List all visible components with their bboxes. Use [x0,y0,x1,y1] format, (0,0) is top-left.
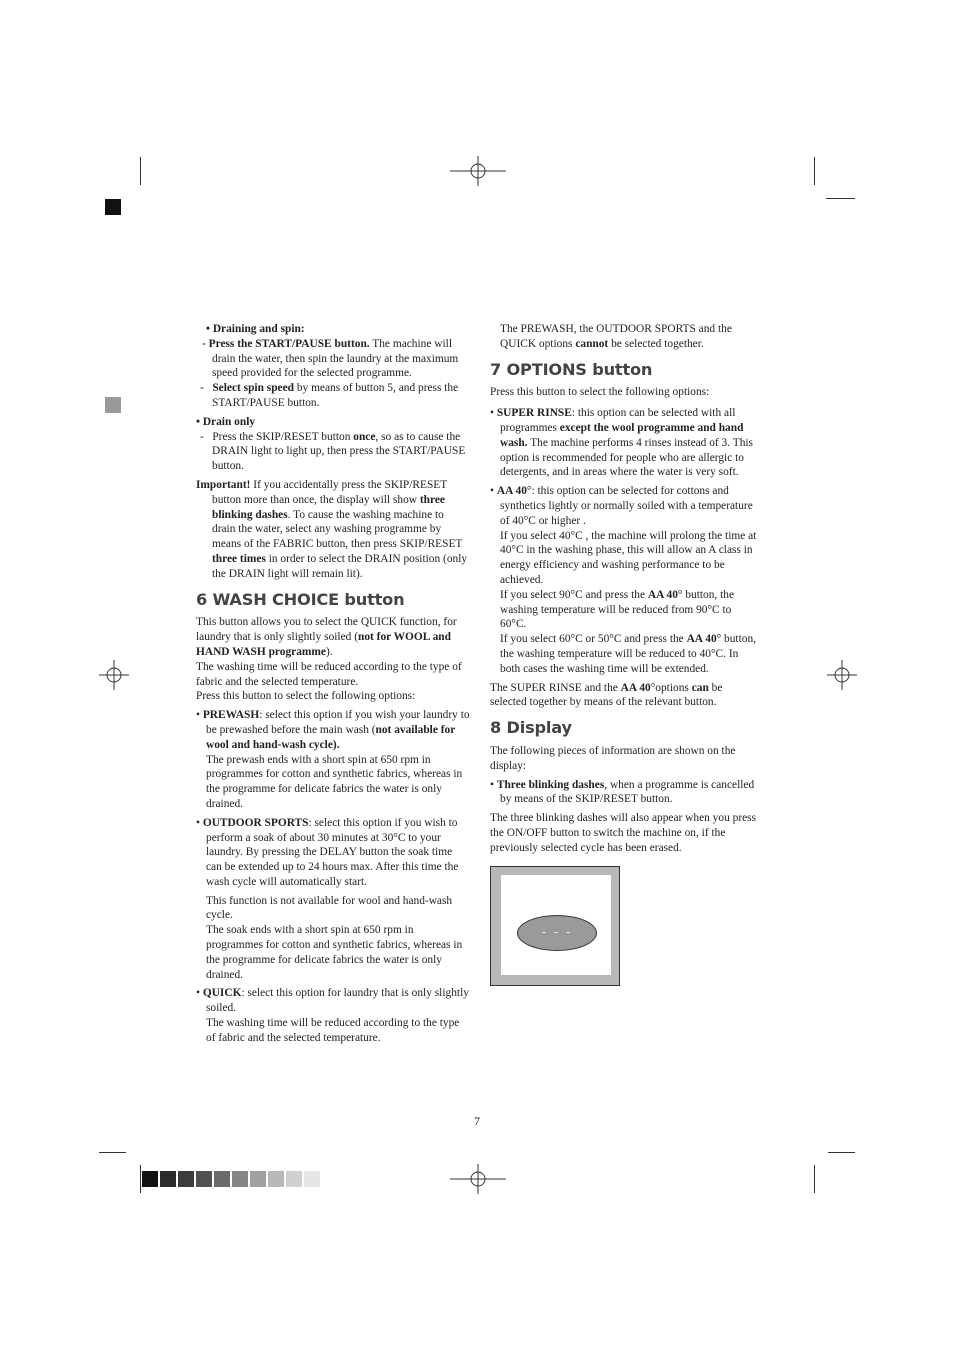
important-note: Important! If you accidentally press the SKIP/RESET button more than once, the display will show three blinking dashes. To cause the washing machine to drain the water, select any washing programme by means of the FABRIC button, then press SKIP/RESET three times in order to select the DRAIN position (only the DRAIN light will remain lit). [196,478,468,580]
color-calibration-strip [142,1171,320,1187]
display-three-dashes-note: The three blinking dashes will also appear when you press the ON/OFF button to switch the machine on, if the previously selected cycle has been erased. [490,812,757,854]
calibration-swatch [268,1171,284,1187]
option-super-rinse: • SUPER RINSE: this option can be selected with all programmes except the wool programme and hand wash. The machine performs 4 rinses instead of 3. This option is recommended for people who are allergic to detergents, and in areas where the water is very soft. [490,407,753,479]
section-heading-wash-choice: 6 WASH CHOICE button [196,589,405,609]
section-heading-options: 7 OPTIONS button [490,359,653,379]
aa40-60c: If you select 60°C or 50°C and press the AA 40° button, the washing temperature will be reduced to 40°C. In both cases the washing time will be extended. [500,633,757,675]
draining-spin: - Select spin speed by means of button 5, and press the START/PAUSE button. [200,382,459,409]
crosshair-left-icon [99,660,129,690]
calibration-swatch [232,1171,248,1187]
crop-mark [99,1152,126,1153]
outdoor-sports-note: This function is not available for wool and hand-wash cycle. [206,894,453,922]
crop-mark [826,198,855,199]
prewash-detail: The prewash ends with a short spin at 650 rpm in programmes for cotton and synthetic fabrics, whereas in the programme for delicate fabrics the water is only drained. [206,753,463,810]
wash-choice-time: The washing time will be reduced according to the type of fabric and the selected temperature. [196,660,462,688]
options-combination-note: The SUPER RINSE and the AA 40°options can be selected together by means of the relevant button. [490,681,723,709]
left-column [196,322,470,1046]
draining-press: - Press the START/PAUSE button. The machine will drain the water, then spin the laundry at the maximum speed provided for the selected programme. [202,337,459,380]
crop-mark [140,1165,141,1193]
calibration-swatch [160,1171,176,1187]
calibration-swatch [214,1171,230,1187]
options-intro: Press this button to select the following options: [490,386,710,399]
registration-square-black [105,199,121,215]
aa40-40c: If you select 40°C , the machine will prolong the time at 40°C in the washing phase, this will allow an A class in energy efficiency and washing performance to be achieved. [500,529,757,586]
drain-only-heading: • Drain only [196,415,256,428]
crosshair-bottom-icon [450,1164,506,1194]
crop-mark [814,157,815,185]
option-quick: • QUICK: select this option for laundry that is only slightly soiled. [196,987,469,1015]
outdoor-sports-detail: The soak ends with a short spin at 650 rpm in programmes for cotton and synthetic fabrics, whereas in the programme for delicate fabrics the water is only drained. [206,924,463,981]
section-heading-display: 8 Display [490,718,572,738]
lcd-readout: - - - [517,915,597,951]
page-number: 7 [474,1114,480,1128]
wash-choice-press: Press this button to select the following options: [196,690,416,703]
calibration-swatch [178,1171,194,1187]
wash-choice-intro: This button allows you to select the QUICK function, for laundry that is only slightly soiled (not for WOOL and HAND WASH programme). [196,616,457,658]
option-prewash: • PREWASH: select this option if you wish your laundry to be prewashed before the main wash (not available for wool and hand-wash cycle). [196,709,470,751]
registration-square-gray [105,397,121,413]
options-incompatible-note: The PREWASH, the OUTDOOR SPORTS and the QUICK options cannot be selected together. [500,323,732,350]
crop-mark [828,1152,855,1153]
crosshair-right-icon [827,660,857,690]
display-three-dashes: • Three blinking dashes, when a programme is cancelled by means of the SKIP/RESET button. [490,778,755,806]
right-column [490,322,760,986]
calibration-swatch [250,1171,266,1187]
aa40-90c: If you select 90°C and press the AA 40° button, the washing temperature will be reduced from 90°C to 60°C. [500,588,735,631]
option-outdoor-sports: • OUTDOOR SPORTS: select this option if you wish to perform a soak of about 30 minutes at 30°C to your laundry. By pressing the DELAY button the soak time can be extended up to 24 hours max. After this time the wash cycle will automatically start. [196,816,459,888]
crop-mark [814,1165,815,1193]
display-intro: The following pieces of information are shown on the display: [490,744,736,772]
display-illustration [490,866,620,986]
calibration-swatch [142,1171,158,1187]
display-panel [501,875,611,975]
quick-detail: The washing time will be reduced according to the type of fabric and the selected temperature. [206,1017,460,1044]
option-aa40: • AA 40°: this option can be selected for cottons and synthetics lightly or normally soiled with a temperature of 40°C or higher . [490,485,753,527]
crosshair-top-icon [450,156,506,186]
calibration-swatch [286,1171,302,1187]
calibration-swatch [196,1171,212,1187]
crop-mark [140,157,141,185]
draining-heading: • Draining and spin: [206,323,305,335]
calibration-swatch [304,1171,320,1187]
drain-only-text: - Press the SKIP/RESET button once, so as to cause the DRAIN light to light up, then press the START/PAUSE button. [200,430,466,473]
